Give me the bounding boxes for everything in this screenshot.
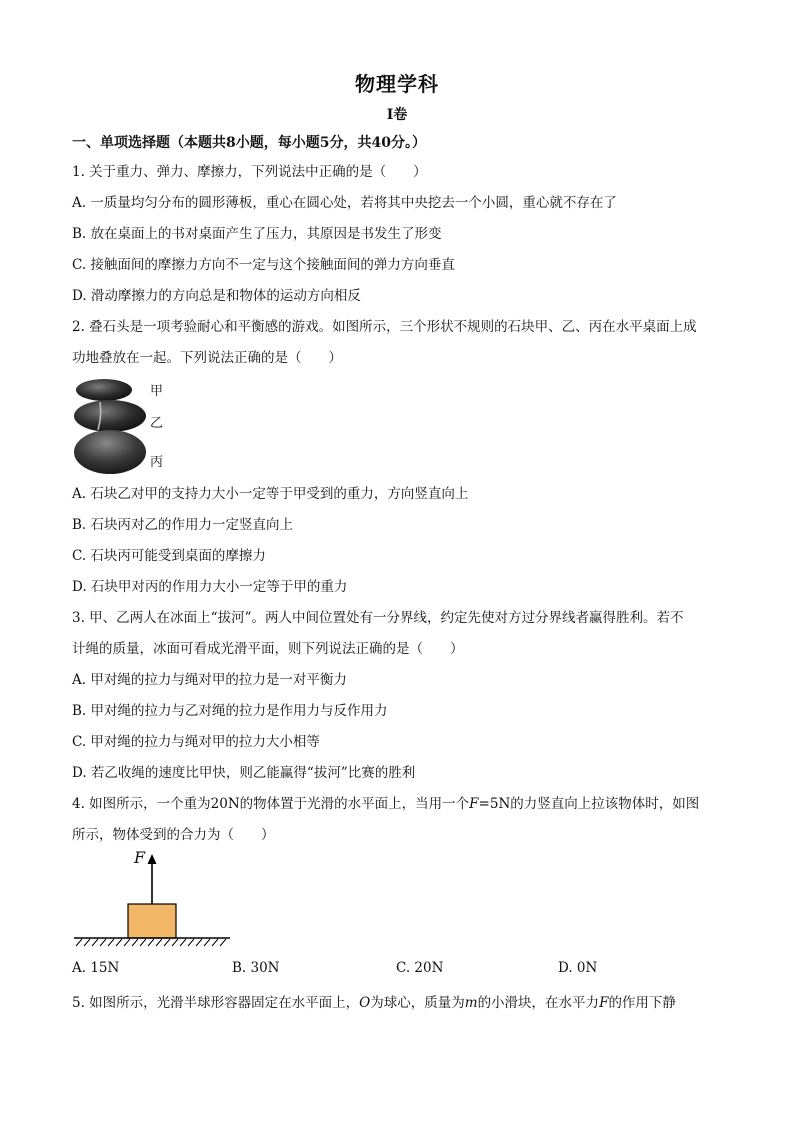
q3-option-b: B. 甲对绳的拉力与乙对绳的拉力是作用力与反作用力 [72, 703, 388, 719]
q4-option-d: D. 0N [558, 960, 598, 976]
q2-stem-line2: 功地叠放在一起。下列说法正确的是（ ） [72, 350, 342, 366]
force-label: F [134, 848, 146, 867]
q5-stem-pre: 5. 如图所示，光滑半球形容器固定在水平面上， [72, 995, 360, 1011]
stone-label-middle: 乙 [150, 416, 164, 431]
q4-stem-pre: 4. 如图所示，一个重为20N的物体置于光滑的水平面上，当用一个 [72, 796, 470, 812]
q5-stem-mid2: 的小滑块，在水平力 [477, 995, 600, 1011]
q3-option-a: A. 甲对绳的拉力与绳对甲的拉力是一对平衡力 [72, 672, 347, 688]
q5-var-o: O [359, 995, 371, 1011]
q1-option-d: D. 滑动摩擦力的方向总是和物体的运动方向相反 [72, 288, 361, 304]
q4-option-c: C. 20N [396, 960, 444, 976]
q3-stem-line2: 计绳的质量，冰面可看成光滑平面，则下列说法正确的是（ ） [72, 641, 464, 657]
q1-stem: 1. 关于重力、弹力、摩擦力，下列说法中正确的是（ ） [72, 164, 427, 180]
q4-option-b: B. 30N [232, 960, 280, 976]
q2-option-c: C. 石块丙可能受到桌面的摩擦力 [72, 548, 266, 564]
q1-option-b: B. 放在桌面上的书对桌面产生了压力，其原因是书发生了形变 [72, 226, 442, 242]
q5-var-m: m [464, 995, 478, 1011]
page-title: 物理学科 [355, 72, 439, 96]
section-heading: 一、单项选择题（本题共8小题，每小题5分，共40分。） [72, 135, 426, 151]
q4-stem-line1 [72, 792, 699, 812]
block-force-figure [72, 852, 234, 952]
block [128, 904, 176, 938]
q3-option-c: C. 甲对绳的拉力与绳对甲的拉力大小相等 [72, 734, 320, 750]
stone-top [76, 379, 132, 401]
q4-stem-line2: 所示，物体受到的合力为（ ） [72, 827, 275, 843]
ground-hatching [76, 939, 226, 946]
q4-option-a: A. 15N [72, 960, 120, 976]
q1-option-a: A. 一质量均匀分布的圆形薄板，重心在圆心处，若将其中央挖去一个小圆，重心就不存在了 [72, 195, 617, 211]
q5-stem-mid: 为球心，质量为 [370, 995, 465, 1011]
q5-stem-post: 的作用下静 [608, 995, 676, 1011]
q2-option-a: A. 石块乙对甲的支持力大小一定等于甲受到的重力，方向竖直向上 [72, 486, 469, 502]
force-arrow-head [148, 854, 157, 864]
q3-option-d: D. 若乙收绳的速度比甲快，则乙能赢得“拔河”比赛的胜利 [72, 765, 416, 781]
q2-option-d: D. 石块甲对丙的作用力大小一定等于甲的重力 [72, 579, 348, 595]
volume-label: I卷 [386, 107, 408, 123]
q4-stem-post: =5N的力竖直向上拉该物体时，如图 [478, 796, 700, 812]
q3-stem-line1: 3. 甲、乙两人在冰面上“拔河”。两人中间位置处有一分界线，约定先使对方过分界线者赢得胜利。若不 [72, 610, 684, 626]
q5-var-f: F [599, 995, 609, 1011]
q2-stem-line1: 2. 叠石头是一项考验耐心和平衡感的游戏。如图所示，三个形状不规则的石块甲、乙、丙在水平桌面上成 [72, 319, 697, 335]
stone-label-bottom: 丙 [150, 455, 164, 470]
q5-stem-line1 [72, 991, 676, 1011]
q2-option-b: B. 石块丙对乙的作用力一定竖直向上 [72, 517, 294, 533]
stone-bottom [74, 430, 146, 474]
stone-label-top: 甲 [150, 384, 164, 399]
q4-stem-var: F [469, 796, 479, 812]
q1-option-c: C. 接触面间的摩擦力方向不一定与这个接触面间的弹力方向垂直 [72, 257, 455, 273]
stone-middle [74, 400, 146, 432]
